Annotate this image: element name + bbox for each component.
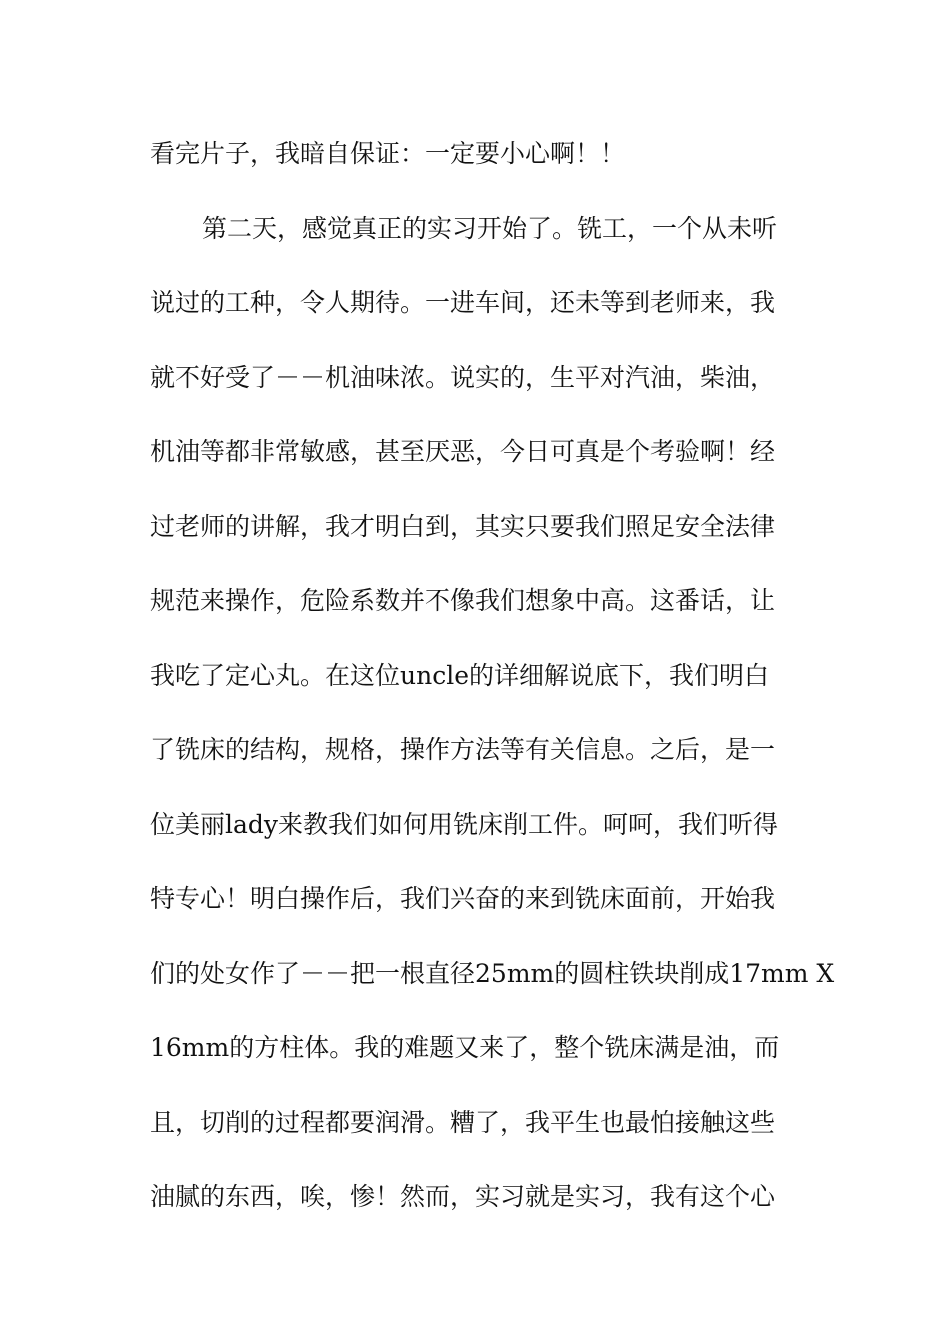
text-line: 就不好受了－－机油味浓。说实的，生平对汽油，柴油， [150, 362, 776, 392]
text-line: 机油等都非常敏感，甚至厌恶，今日可真是个考验啊！经 [150, 437, 776, 466]
text-line: 16mm的方柱体。我的难题又来了，整个铣床满是油，而 [150, 1033, 780, 1062]
body-text [150, 117, 835, 1235]
text-line: 们的处女作了－－把一根直径25mm的圆柱铁块削成17mm X [150, 958, 835, 988]
text-line: 了铣床的结构，规格，操作方法等有关信息。之后，是一 [150, 735, 776, 764]
text-line: 我吃了定心丸。在这位uncle的详细解说底下，我们明白 [150, 660, 769, 690]
paragraph-first-line: 第二天，感觉真正的实习开始了。铣工，一个从未听 [202, 213, 778, 243]
text-line: 且，切削的过程都要润滑。糟了，我平生也最怕接触这些 [150, 1107, 776, 1137]
text-line: 说过的工种，令人期待。一进车间，还未等到老师来，我 [150, 288, 776, 317]
text-line: 规范来操作，危险系数并不像我们想象中高。这番话，让 [150, 586, 776, 615]
text-line: 油腻的东西，唉，惨！然而，实习就是实习，我有这个心 [150, 1182, 776, 1211]
text-line: 过老师的讲解，我才明白到，其实只要我们照足安全法律 [150, 511, 776, 541]
text-line: 位美丽lady来教我们如何用铣床削工件。呵呵，我们听得 [150, 809, 779, 839]
text-line: 看完片子，我暗自保证：一定要小心啊！！ [150, 139, 626, 168]
text-line: 特专心！明白操作后，我们兴奋的来到铣床面前，开始我 [150, 884, 776, 913]
